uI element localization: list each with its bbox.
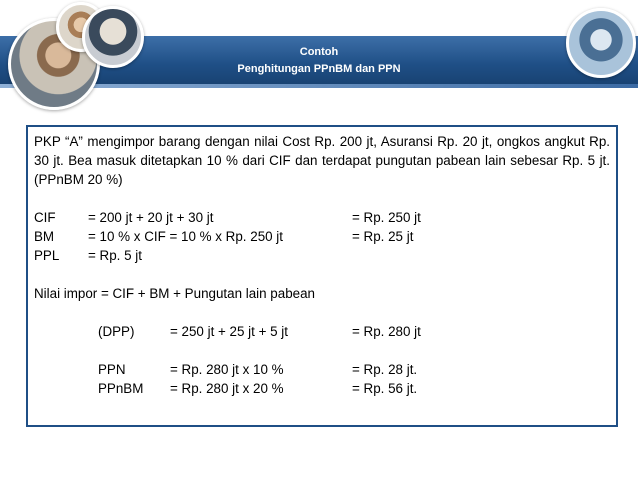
problem-statement: PKP “A” mengimpor barang dengan nilai Cost Rp. 200 jt, Asuransi Rp. 20 jt, ongkos angkut Rp. 30 jt. Bea masuk ditetapkan 10 % dari CIF dan terdapat pungutan pabean lain sebesar Rp. 5 jt. (PPnBM 20 %) [34,134,610,187]
calc-label: CIF [34,210,56,225]
calc-row-ppl [34,246,610,265]
calc-formula: = 200 jt + 20 jt + 30 jt [88,210,214,225]
calc-label: PPL [34,248,60,263]
dpp-label: (DPP) [98,324,135,339]
import-value-text: Nilai impor = CIF + BM + Pungutan lain pabean [34,286,315,301]
calc-row-cif [34,208,610,227]
dpp-row [34,322,610,341]
calc-result: = Rp. 25 jt [352,229,414,244]
calc-formula: = Rp. 5 jt [88,248,142,263]
slide-title-line-2: Penghitungan PPnBM dan PPN [237,63,401,75]
tax-row-ppnbm [34,379,610,398]
tax-result: = Rp. 28 jt. [352,362,418,377]
calc-result: = Rp. 250 jt [352,210,421,225]
slide-title [0,44,638,78]
dpp-result: = Rp. 280 jt [352,324,421,339]
slide-title-line-1: Contoh [299,46,339,58]
tax-result: = Rp. 56 jt. [352,381,418,396]
calc-row-bm [34,227,610,246]
tax-formula: = Rp. 280 jt x 10 % [170,362,284,377]
calc-formula: = 10 % x CIF = 10 % x Rp. 250 jt [88,229,284,244]
tax-row-ppn [34,360,610,379]
dpp-formula: = 250 jt + 25 jt + 5 jt [170,324,288,339]
tax-label: PPN [98,362,126,377]
tax-label: PPnBM [98,381,144,396]
calc-label: BM [34,229,55,244]
tax-formula: = Rp. 280 jt x 20 % [170,381,284,396]
content-box [26,125,618,427]
import-value-line [34,284,610,303]
